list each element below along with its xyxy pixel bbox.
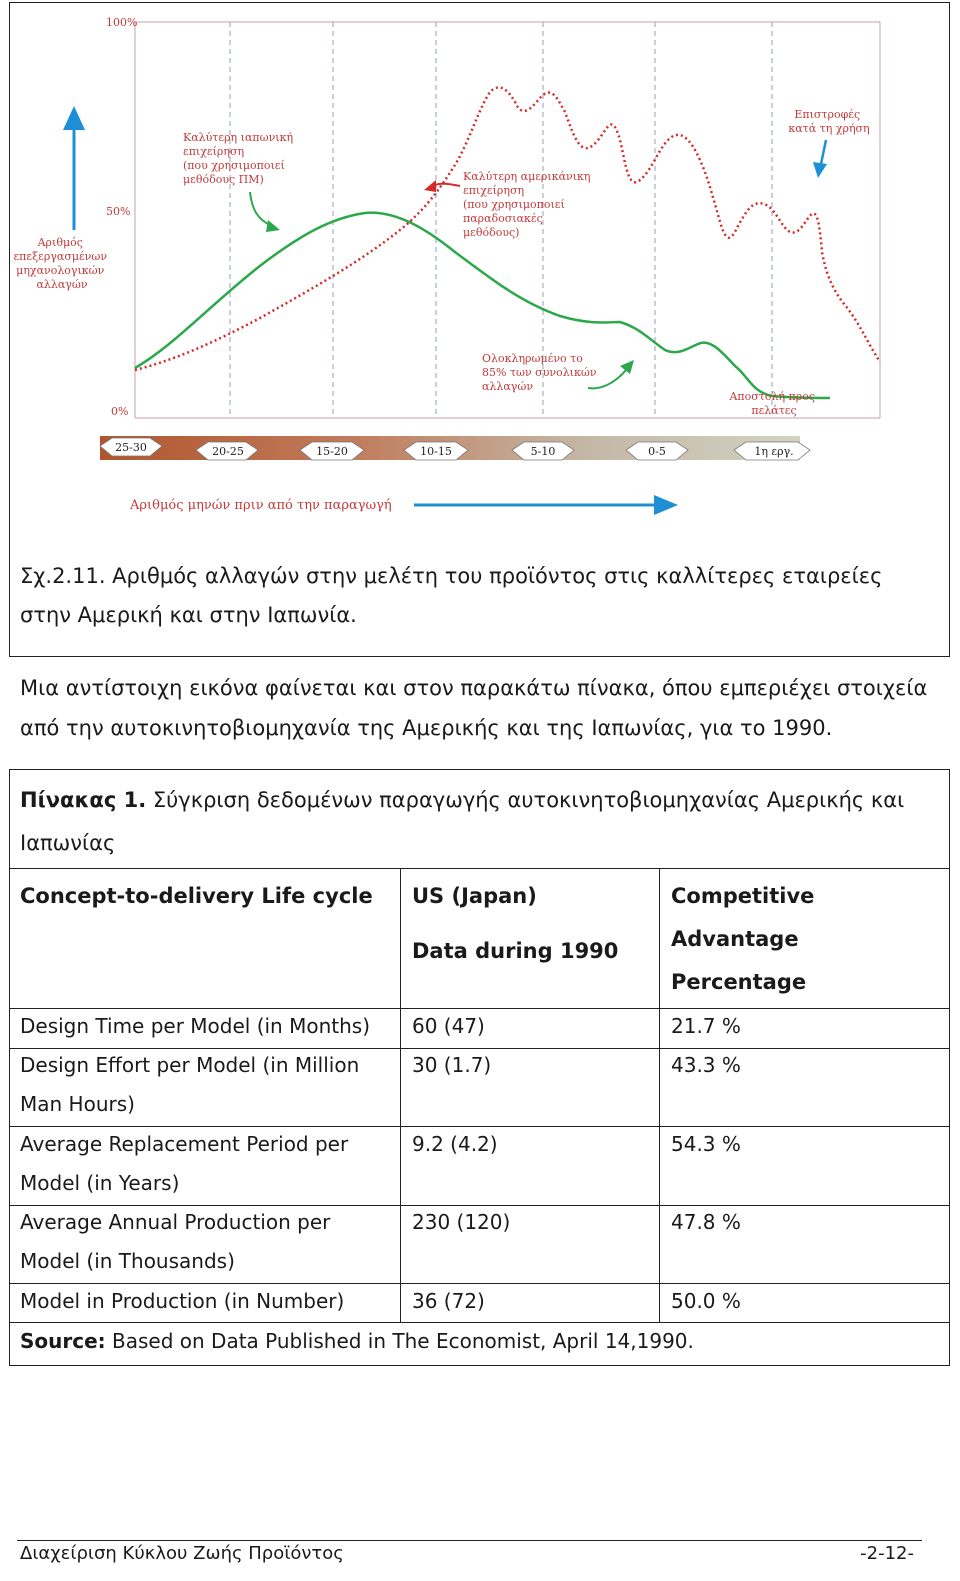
annotation-line: επιχείρηση [183, 145, 245, 158]
timeline-tag [404, 442, 468, 460]
table-title-number: Πίνακας 1. [20, 788, 147, 812]
table-source [20, 1322, 694, 1361]
y-axis-label-line: επεξεργασμένων [13, 250, 108, 263]
header-data-1990: Data during 1990 [412, 939, 619, 963]
footer-title: Διαχείριση Κύκλου Ζωής Προϊόντος [20, 1543, 344, 1564]
table-row-label: Average Annual Production per Model (in Thousands) [20, 1210, 331, 1273]
x-axis-label: Αριθμός μηνών πριν από την παραγωγή [130, 498, 392, 513]
timeline-label: 20-25 [212, 445, 244, 458]
timeline-label: 15-20 [316, 445, 348, 458]
y-tick-0: 0% [111, 405, 129, 418]
table-row-value: 9.2 (4.2) [412, 1132, 498, 1156]
annotation-line: μεθόδους ΠΜ) [183, 173, 264, 186]
table-row-value: 230 (120) [412, 1210, 511, 1234]
timeline-tag [196, 442, 258, 460]
annotation-line: 85% των συνολικών [482, 366, 597, 379]
y-axis-label-line: μηχανολογικών [16, 264, 105, 277]
annotation-line: (που χρησιμοποιεί [183, 159, 285, 172]
y-tick-50: 50% [106, 205, 131, 218]
timeline-label: 5-10 [530, 445, 556, 458]
timeline-label: 1η εργ. [754, 445, 794, 458]
source-text: Based on Data Published in The Economist, April 14,1990. [105, 1329, 694, 1353]
annotation-line: (που χρησιμοποιεί [463, 198, 565, 211]
y-axis-label [13, 236, 110, 291]
table-row-label: Design Effort per Model (in Million Man Hours) [20, 1053, 360, 1116]
annotation-line: Ολοκληρωμένο το [482, 352, 583, 365]
annotation-line: παραδοσιακές [463, 212, 543, 225]
table-rule [9, 868, 950, 869]
annotation-completed-85 [482, 352, 600, 393]
annotation-line: αλλαγών [482, 380, 534, 393]
timeline-label: 0-5 [648, 445, 666, 458]
japanese-pointer-arrow [250, 192, 280, 232]
annotation-line: πελάτες [751, 404, 797, 417]
source-label: Source: [20, 1329, 106, 1353]
timeline-tag [626, 442, 688, 460]
annotation-line: Καλύτερη ιαπωνική [183, 131, 294, 144]
y-axis-label-line: Αριθμός [37, 236, 83, 249]
x-axis-arrow [414, 495, 678, 515]
table-row-percent: 50.0 % [671, 1289, 741, 1313]
annotation-american-firm [463, 170, 594, 239]
header-life-cycle: Concept-to-delivery Life cycle [20, 884, 373, 908]
header-us-japan: US (Japan) [412, 884, 537, 908]
y-axis-label-line: αλλαγών [36, 278, 88, 291]
body-paragraph: Μια αντίστοιχη εικόνα φαίνεται και στον παρακάτω πίνακα, όπου εμπεριέχει στοιχεία από την αυτοκινητοβιομηχανία της Αμερικής και της Ιαπωνίας, για το 1990. [20, 676, 928, 740]
page-number: -2-12- [860, 1543, 914, 1564]
table-row-percent: 43.3 % [671, 1053, 741, 1077]
timeline-tag [300, 442, 364, 460]
timeline-tag [100, 438, 162, 456]
header-competitive: Competitive [671, 884, 815, 908]
engineering-changes-chart [0, 0, 960, 560]
header-advantage: Advantage [671, 927, 799, 951]
table-row-label: Design Time per Model (in Months) [20, 1014, 370, 1038]
timeline-tag [734, 442, 810, 460]
american-pointer-arrow [424, 180, 460, 192]
table-row-percent: 21.7 % [671, 1014, 741, 1038]
table-row-value: 36 (72) [412, 1289, 485, 1313]
returns-pointer-arrow [813, 140, 827, 178]
timeline-label: 25-30 [115, 441, 147, 454]
figure-caption: Σχ.2.11. Αριθμός αλλαγών στην μελέτη του προϊόντος στις καλλίτερες εταιρείες στην Αμερική και στην Ιαπωνία. [20, 564, 883, 627]
annotation-shipment [728, 390, 818, 417]
table-row-value: 60 (47) [412, 1014, 485, 1038]
table-column-divider [400, 868, 401, 1322]
table-row-percent: 54.3 % [671, 1132, 741, 1156]
table-column-divider [659, 868, 660, 1322]
timeline-label: 10-15 [420, 445, 452, 458]
y-tick-100: 100% [106, 16, 138, 29]
table-row-label: Average Replacement Period per Model (in Years) [20, 1132, 349, 1195]
footer-rule [17, 1540, 922, 1541]
annotation-line: επιχείρηση [463, 184, 525, 197]
y-axis-arrow [63, 106, 85, 230]
annotation-line: Επιστροφές [794, 108, 861, 121]
annotation-returns [788, 108, 869, 135]
header-percentage: Percentage [671, 970, 807, 994]
annotation-japanese-firm [183, 131, 297, 186]
table-row-value: 30 (1.7) [412, 1053, 492, 1077]
table-row-percent: 47.8 % [671, 1210, 741, 1234]
annotation-line: Καλύτερη αμερικάνικη [463, 170, 591, 183]
table-row-label: Model in Production (in Number) [20, 1289, 345, 1313]
annotation-line: μεθόδους) [463, 226, 520, 239]
annotation-line: κατά τη χρήση [788, 122, 870, 135]
table-title [20, 779, 920, 865]
annotation-line: Αποστολή προς [729, 390, 816, 403]
table-title-text: Σύγκριση δεδομένων παραγωγής αυτοκινητοβιομηχανίας Αμερικής και Ιαπωνίας [20, 788, 905, 855]
timeline-tag [512, 442, 574, 460]
